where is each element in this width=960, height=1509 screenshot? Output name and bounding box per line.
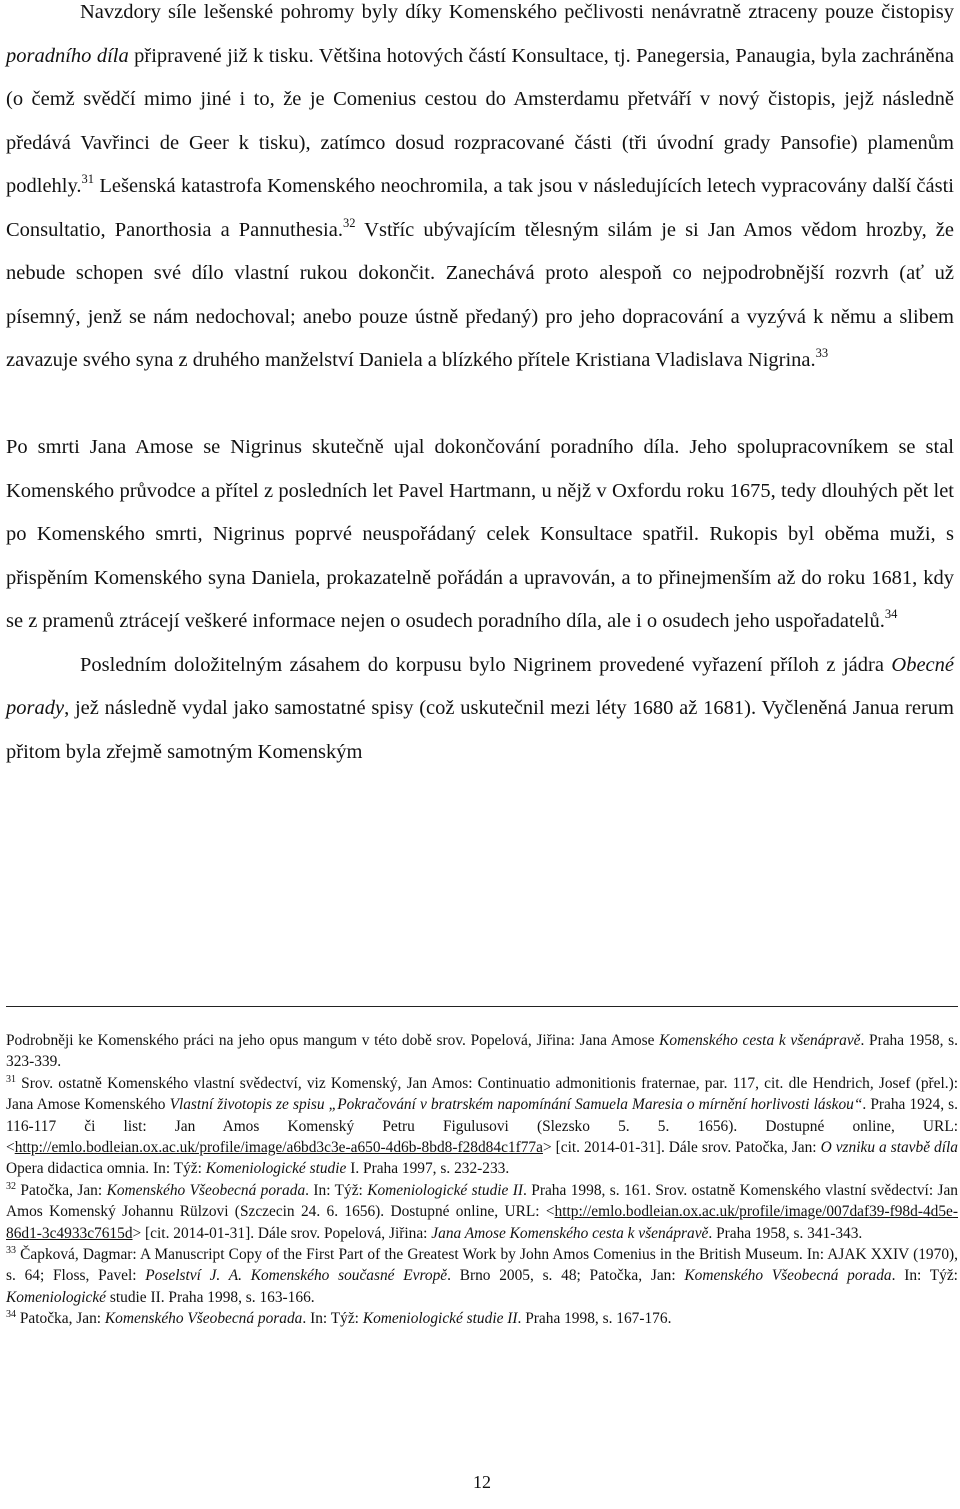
text-run: , jež následně vydal jako samostatné spisy (což uskutečnil mezi léty 1680 až 1681). Vyčleněná Janua rerum přitom byla zřejmě samotným Komenským: [6, 697, 954, 763]
footnote-number: 33: [6, 1245, 16, 1257]
footnote-separator: [6, 1006, 958, 1007]
body-text: [6, 0, 954, 774]
footnote-ref-33[interactable]: 33: [815, 346, 829, 360]
text-run: připravené již k tisku. Většina hotových částí Konsultace, tj. Panegersia, Panaugia, byla zachráněna (o čemž svědčí mimo jiné i to, že je Comenius cestou do Amsterdamu přetváří v nový čistopis, jejž následně předává Vavřinci de Geer k tisku), zatímco dosud rozpracované části (tři úvodní grady Pansofie) plamenům podlehly.: [6, 44, 954, 197]
paragraph-1: [6, 0, 954, 383]
footnote-31: $^{31}$ Srov. ostatně Komenského vlastní svědectví, viz Komenský, Jan Amos: Continuatio admonitionis fraternae, par. 117, cit. dle Hendrich, Josef (přel.): Jana Amose Komenského Vlastní životopis ze spisu „Pokračování v bratrském napomínání Samuela Maresia o mírnění horlivosti láskou“. Praha 1924, s. 116-117 či list: Jan Amos Komenský Petru Figulusovi (Slezsko 5. 5. 1656). Dostupné online, URL: <http://emlo.bodleian.ox.ac.uk/profile/image/a6bd3c3e-a650-4d6b-8bd8-f28d84c1f77a> [cit. 2014-01-31]. Dále srov. Patočka, Jan: O vzniku a stavbě díla Opera didactica omnia. In: Týž: Komeniologické studie I. Praha 1997, s. 232-233.: [6, 1073, 958, 1178]
footnote-link[interactable]: http://emlo.bodleian.ox.ac.uk/profile/image/007daf39-f98d-4d5e-86d1-3c4933c7615d: [6, 1203, 958, 1242]
italic-run: Obecné porady: [6, 653, 954, 719]
paragraph-2: [6, 426, 954, 644]
footnote-33: $^{33}$ Čapková, Dagmar: A Manuscript Copy of the First Part of the Greatest Work by John Amos Comenius in the British Museum. In: AJAK XXIV (1970), s. 64; Floss, Pavel: Poselství J. A. Komenského současné Evropě. Brno 2005, s. 48; Patočka, Jan: Komenského Všeobecná porada. In: Týž: Komeniologické studie II. Praha 1998, s. 163-166.: [6, 1245, 958, 1306]
footnote-number: 31: [6, 1073, 16, 1085]
footnote-ref-34[interactable]: 34: [884, 607, 898, 621]
italic-run: poradního díla: [6, 44, 129, 67]
text-run: Po smrti Jana Amose se Nigrinus skutečně ujal dokončování poradního díla. Jeho spolupracovníkem se stal Komenského průvodce a přítel z posledních let Pavel Hartmann, u nějž v Oxfordu roku 1675, tedy dlouhých pět let po Komenského smrti, Nigrinus poprvé neuspořádaný celek Konsultace spatřil. Rukopis byl oběma muži, s přispěním Komenského syna Daniela, prokazatelně pořádán a upravován, a to přinejmenším až do roku 1681, kdy se z pramenů ztrácejí veškeré informace nejen o osudech poradního díla, ale i o osudech jeho uspořadatelů.: [6, 436, 954, 632]
footnote-32: $^{32}$ Patočka, Jan: Komenského Všeobecná porada. In: Týž: Komeniologické studie II. Praha 1998, s. 161. Srov. ostatně Komenského vlastní svědectví: Jan Amos Komenský Johannu Rülzovi (Szczecin 24. 6. 1656). Dostupné online, URL: <http://emlo.bodleian.ox.ac.uk/profile/image/007daf39-f98d-4d5e-86d1-3c4933c7615d> [cit. 2014-01-31]. Dále srov. Popelová, Jiřina: Jana Amose Komenského cesta k všenápravě. Praha 1958, s. 341-343.: [6, 1180, 959, 1242]
page: [6, 0, 959, 1492]
text-run: Lešenská katastrofa Komenského neochromila, a tak jsou v následujících letech vypracovány další části Consultatio, Panorthosia a Pannuthesia.: [6, 175, 954, 241]
footnote-30: Podrobněji ke Komenského práci na jeho opus mangum v této době srov. Popelová, Jiřina: Jana Amose Komenského cesta k všenápravě. Praha 1958, s. 323-339.: [6, 1032, 958, 1071]
footnotes: [6, 1030, 958, 1330]
page-number: 12: [473, 1472, 491, 1492]
paragraph-3: [6, 644, 954, 775]
footnote-link[interactable]: http://emlo.bodleian.ox.ac.uk/profile/image/a6bd3c3e-a650-4d6b-8bd8-f28d84c1f77a: [14, 1139, 543, 1157]
text-run: Vstříc ubývajícím tělesným silám je si Jan Amos vědom hrozby, že nebude schopen své dílo vlastní rukou dokončit. Zanechává proto alespoň co nejpodrobnější rozvrh (ať už písemný, jenž se nám nedochoval; anebo pouze ústně předaný) pro jeho dopracování a vyzývá k němu a slibem zavazuje svého syna z druhého manželství Daniela a blízkého přítele Kristiana Vladislava Nigrina.: [6, 218, 954, 371]
footnote-ref-31[interactable]: 31: [81, 172, 95, 186]
text-run: Posledním doložitelným zásahem do korpusu bylo Nigrinem provedené vyřazení příloh z jádra: [80, 653, 892, 676]
text-run: Navzdory síle lešenské pohromy byly díky Komenského pečlivosti nenávratně ztraceny pouze čistopisy: [80, 1, 954, 23]
footnote-number: 32: [6, 1180, 16, 1192]
footnote-number: 34: [6, 1309, 16, 1321]
footnote-ref-32[interactable]: 32: [342, 215, 356, 230]
footnote-34: $^{34}$ Patočka, Jan: Komenského Všeobecná porada. In: Týž: Komeniologické studie II. Praha 1998, s. 167-176.: [6, 1309, 672, 1328]
